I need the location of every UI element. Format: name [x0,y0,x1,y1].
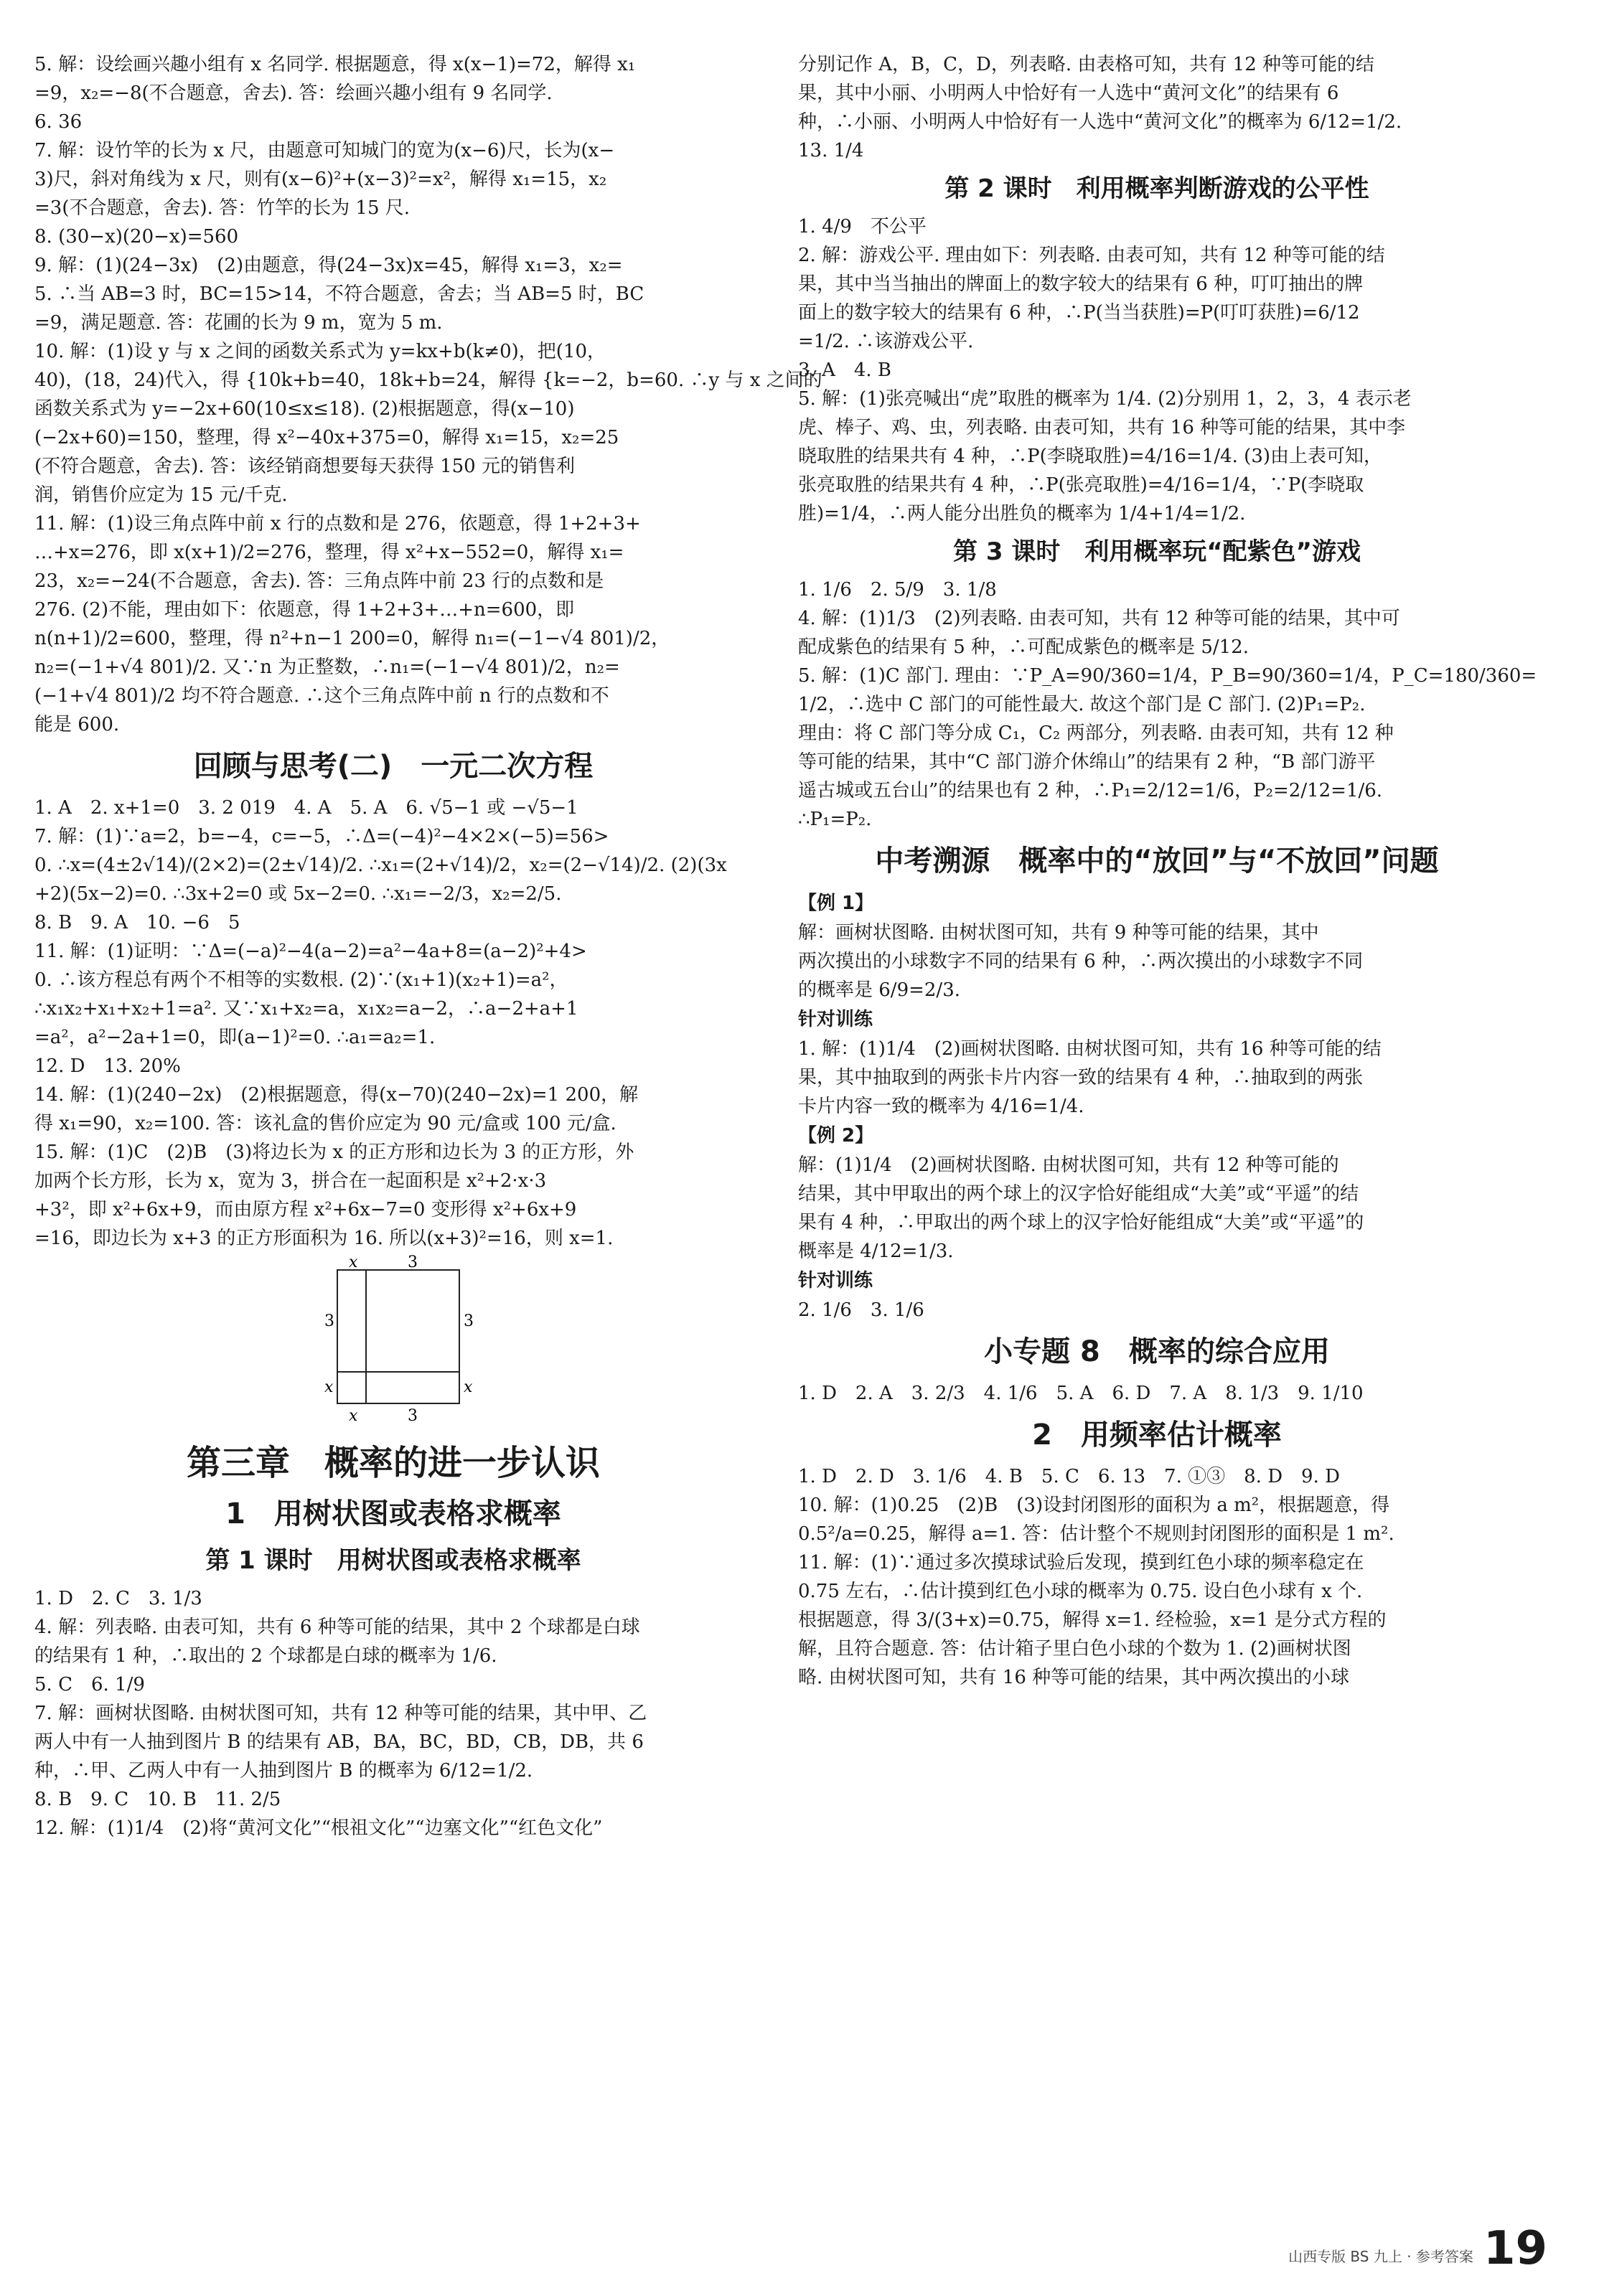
answer-line: 1. 解：(1)1/4 (2)画树状图略. 由树状图可知，共有 16 种等可能的结 [798,1038,1382,1060]
answer-line: 14. 解：(1)(240−2x) (2)根据题意，得(x−70)(240−2x)=1 200，解 [34,1084,639,1106]
answer-line: 得 x₁=90，x₂=100. 答：该礼盒的售价应定为 90 元/盒或 100 元/盒. [34,1113,616,1134]
training2-answers [798,1296,1516,1325]
lesson1-answers [34,1584,752,1843]
left-answers [34,50,822,739]
answer-line: 遥古城或五台山”的结果也有 2 种，∴P₁=2/12=1/6，P₂=2/12=1/6. [798,780,1383,801]
label-left-x: x [324,1378,334,1396]
section1-title: 1 用树状图或表格求概率 [225,1497,561,1530]
training2-tag: 针对训练 [798,1270,873,1292]
right-top-answers [798,50,1516,165]
answer-line: 7. 解：(1)∵a=2，b=−4，c=−5，∴Δ=(−4)²−4×2×(−5)=56> [34,826,609,847]
topic8-title: 小专题 8 概率的综合应用 [984,1335,1330,1368]
answer-line: =3(不合题意，舍去). 答：竹竿的长为 15 尺. [34,197,411,219]
answer-line: 11. 解：(1)证明：∵Δ=(−a)²−4(a−2)=a²−4a+8=(a−2)²+4> [34,941,587,962]
training1-answers [798,1035,1516,1121]
example1-tag: 【例 1】 [798,893,874,914]
answer-line: =1/2. ∴该游戏公平. [798,331,974,352]
answer-line: 根据题意，得 3/(3+x)=0.75，解得 x=1. 经检验，x=1 是分式方程的 [798,1609,1387,1631]
answer-line: 23，x₂=−24(不合题意，舍去). 答：三角点阵中前 23 行的点数和是 [34,570,604,592]
answer-line: n(n+1)/2=600，整理，得 n²+n−1 200=0，解得 n₁=(−1−√4 801)/2， [34,628,670,649]
answer-line: 11. 解：(1)设三角点阵中前 x 行的点数和是 276，依题意，得 1+2+3+ [34,513,641,535]
label-right-x: x [464,1378,473,1396]
answer-line: 4. 解：列表略. 由表可知，共有 6 种等可能的结果，其中 2 个球都是白球 [34,1617,640,1638]
answer-line: 1. 4/9 不公平 [798,216,927,237]
answer-line: 7. 解：画树状图略. 由树状图可知，共有 12 种等可能的结果，其中甲、乙 [34,1703,647,1724]
section2-title: 2 用频率估计概率 [1032,1418,1282,1452]
answer-line: 0. ∴该方程总有两个不相等的实数根. (2)∵(x₁+1)(x₂+1)=a²， [34,969,568,991]
label-top-x: x [349,1253,358,1271]
answer-line: 晓取胜的结果共有 4 种，∴P(李晓取胜)=4/16=1/4. (3)由上表可知， [798,446,1383,467]
answer-line: 9. 解：(1)(24−3x) (2)由题意，得(24−3x)x=45，解得 x₁=3，x₂= [34,255,623,276]
answer-line: 5. C 6. 1/9 [34,1674,145,1695]
answer-line: 分别记作 A，B，C，D，列表略. 由表格可知，共有 12 种等可能的结 [798,54,1375,75]
answer-line: 果，其中小丽、小明两人中恰好有一人选中“黄河文化”的结果有 6 [798,83,1339,104]
answer-line: 1. D 2. A 3. 2/3 4. 1/6 5. A 6. D 7. A 8. 1/3 9. 1/10 [798,1383,1364,1404]
square-diagram [34,1253,752,1429]
answer-line: 8. (30−x)(20−x)=560 [34,226,239,248]
answer-line: 11. 解：(1)∵通过多次摸球试验后发现，摸到红色小球的频率稳定在 [798,1552,1364,1573]
answer-line: =a²，a²−2a+1=0，即(a−1)²=0. ∴a₁=a₂=1. [34,1027,436,1048]
answer-line: 解：(1)1/4 (2)画树状图略. 由树状图可知，共有 12 种等可能的 [798,1154,1339,1176]
answer-line: 解：画树状图略. 由树状图可知，共有 9 种等可能的结果，其中 [798,922,1319,944]
example2-answers [798,1151,1516,1266]
label-right-3: 3 [464,1312,474,1330]
answer-line: 卡片内容一致的概率为 4/16=1/4. [798,1096,1084,1117]
answer-line: =9，x₂=−8(不合题意，舍去). 答：绘画兴趣小组有 9 名同学. [34,83,553,104]
answer-line: 略. 由树状图可知，共有 16 种等可能的结果，其中两次摸出的小球 [798,1667,1350,1688]
answer-line: 加两个长方形，长为 x，宽为 3，拼合在一起面积是 x²+2·x·3 [34,1170,547,1192]
lesson3-answers [798,575,1537,834]
answer-line: 2. 1/6 3. 1/6 [798,1299,924,1321]
answer-line: n₂=(−1+√4 801)/2. 又∵n 为正整数，∴n₁=(−1−√4 801)/2，n₂= [34,657,620,678]
answer-line: 种，∴甲、乙两人中有一人抽到图片 B 的概率为 6/12=1/2. [34,1760,533,1782]
answer-line: 4. 解：(1)1/3 (2)列表略. 由表可知，共有 12 种等可能的结果，其中可 [798,608,1400,629]
answer-line: 果，其中当当抽出的牌面上的数字较大的结果有 6 种，叮叮抽出的牌 [798,273,1364,295]
answer-line: 12. 解：(1)1/4 (2)将“黄河文化”“根祖文化”“边塞文化”“红色文化” [34,1817,603,1839]
answer-line: +3²，即 x²+6x+9，而由原方程 x²+6x−7=0 变形得 x²+6x+9 [34,1199,577,1220]
answer-line: 1. 1/6 2. 5/9 3. 1/8 [798,579,997,601]
lesson2-answers [798,212,1516,528]
example2-tag: 【例 2】 [798,1125,874,1147]
answer-line: 函数关系式为 y=−2x+60(10≤x≤18). (2)根据题意，得(x−10) [34,398,575,420]
answer-line: =9，满足题意. 答：花圃的长为 9 m，宽为 5 m. [34,312,443,334]
topic8-answers [798,1379,1516,1408]
answer-line: 10. 解：(1)设 y 与 x 之间的函数关系式为 y=kx+b(k≠0)，把(10， [34,341,606,362]
answer-line: 13. 1/4 [798,140,864,161]
answer-line: 能是 600. [34,714,120,735]
answer-line: 3)尺，斜对角线为 x 尺，则有(x−6)²+(x−3)²=x²，解得 x₁=15，x₂ [34,169,607,190]
square-completion-figure [322,1253,474,1429]
answer-line: 的结果有 1 种，∴取出的 2 个球都是白球的概率为 1/6. [34,1645,497,1667]
answer-line: 276. (2)不能，理由如下：依题意，得 1+2+3+…+n=600，即 [34,599,575,621]
answer-line: …+x=276，即 x(x+1)/2=276，整理，得 x²+x−552=0，解得 x₁= [34,542,624,563]
lesson1-title: 第 1 课时 用树状图或表格求概率 [205,1546,581,1575]
answer-line: (不符合题意，舍去). 答：该经销商想要每天获得 150 元的销售利 [34,456,575,477]
label-bottom-3: 3 [408,1407,418,1425]
answer-line: 10. 解：(1)0.25 (2)B (3)设封闭图形的面积为 a m²，根据题意，得 [798,1495,1390,1516]
answer-line: 2. 解：游戏公平. 理由如下：列表略. 由表可知，共有 12 种等可能的结 [798,245,1385,266]
answer-line: 等可能的结果，其中“C 部门游介休绵山”的结果有 2 种，“B 部门游平 [798,751,1376,773]
chapter-title: 第三章 概率的进一步认识 [186,1443,600,1483]
answer-line: 1/2，∴选中 C 部门的可能性最大. 故这个部门是 C 部门. (2)P₁=P₂. [798,694,1366,715]
answer-line: 果有 4 种，∴甲取出的两个球上的汉字恰好能组成“大美”或“平遥”的 [798,1212,1364,1233]
answer-line: 张亮取胜的结果共有 4 种，∴P(张亮取胜)=4/16=1/4，∵P(李晓取 [798,474,1364,496]
answer-line: 5. 解：(1)张亮喊出“虎”取胜的概率为 1/4. (2)分别用 1，2，3，4 表示老 [798,388,1412,410]
answer-line: =16，即边长为 x+3 的正方形面积为 16. 所以(x+3)²=16，则 x=1. [34,1228,614,1249]
lesson2-title: 第 2 课时 利用概率判断游戏的公平性 [944,174,1369,203]
answer-line: 5. ∴当 AB=3 时，BC=15>14，不符合题意，舍去；当 AB=5 时，BC [34,283,644,305]
label-bottom-x: x [349,1407,358,1425]
answer-line: 0.5²/a=0.25，解得 a=1. 答：估计整个不规则封闭图形的面积是 1 m². [798,1523,1394,1545]
answer-line: ∴P₁=P₂. [798,809,872,830]
answer-line: 两次摸出的小球数字不同的结果有 6 种，∴两次摸出的小球数字不同 [798,951,1364,972]
example1-answers [798,918,1516,1004]
answer-line: +2)(5x−2)=0. ∴3x+2=0 或 5x−2=0. ∴x₁=−2/3，x₂=2/5. [34,883,562,905]
answer-line: 6. 36 [34,111,83,133]
label-top-3: 3 [408,1253,418,1271]
answer-line: 8. B 9. C 10. B 11. 2/5 [34,1789,281,1810]
answer-line: 两人中有一人抽到图片 B 的结果有 AB，BA，BC，BD，CB，DB，共 6 [34,1731,644,1753]
answer-line: 5. 解：设绘画兴趣小组有 x 名同学. 根据题意，得 x(x−1)=72，解得 x₁ [34,54,636,75]
review-title: 回顾与思考(二) 一元二次方程 [193,750,594,783]
answer-line: 0. ∴x=(4±2√14)/(2×2)=(2±√14)/2. ∴x₁=(2+√14)/2，x₂=(2−√14)/2. (2)(3x [34,855,727,876]
answer-line: 虎、棒子、鸡、虫，列表略. 由表可知，共有 16 种等可能的结果，其中李 [798,417,1406,438]
answer-line: 理由：将 C 部门等分成 C₁，C₂ 两部分，列表略. 由表可知，共有 12 种 [798,723,1394,744]
answer-line: 7. 解：设竹竿的长为 x 尺，由题意可知城门的宽为(x−6)尺，长为(x− [34,140,615,161]
left-column [34,50,822,1843]
answer-line: 的概率是 6/9=2/3. [798,979,961,1001]
training1-tag: 针对训练 [798,1009,873,1030]
answer-line: 5. 解：(1)C 部门. 理由：∵P_A=90/360=1/4，P_B=90/360=1/4，P_C=180/360= [798,665,1537,687]
review-answers [34,794,752,1253]
label-left-3: 3 [324,1312,334,1330]
answer-line: 8. B 9. A 10. −6 5 [34,912,240,933]
answer-line: 概率是 4/12=1/3. [798,1241,954,1262]
section2-answers [798,1462,1516,1692]
answer-line: ∴x₁x₂+x₁+x₂+1=a². 又∵x₁+x₂=a，x₁x₂=a−2，∴a−2+a+1 [34,998,578,1020]
answer-line: 胜)=1/4，∴两人能分出胜负的概率为 1/4+1/4=1/2. [798,503,1246,524]
answer-line: 果，其中抽取到的两张卡片内容一致的结果有 4 种，∴抽取到的两张 [798,1067,1364,1088]
lesson3-title: 第 3 课时 利用概率玩“配紫色”游戏 [952,537,1361,566]
answer-line: 12. D 13. 20% [34,1055,181,1077]
answer-line: 解，且符合题意. 答：估计箱子里白色小球的个数为 1. (2)画树状图 [798,1638,1351,1660]
answer-line: 1. D 2. C 3. 1/3 [34,1588,202,1609]
answer-line: 润，销售价应定为 15 元/千克. [34,484,288,506]
answer-line: 1. A 2. x+1=0 3. 2 019 4. A 5. A 6. √5−1 或 −√5−1 [34,797,578,819]
answer-line: 面上的数字较大的结果有 6 种，∴P(当当获胜)=P(叮叮获胜)=6/12 [798,302,1360,324]
answer-line: 结果，其中甲取出的两个球上的汉字恰好能组成“大美”或“平遥”的结 [798,1183,1359,1205]
answer-line: 0.75 左右，∴估计摸到红色小球的概率为 0.75. 设白色小球有 x 个. [798,1581,1363,1602]
answer-line: 1. D 2. D 3. 1/6 4. B 5. C 6. 13 7. ①③ 8. D 9. D [798,1466,1340,1487]
answer-line: (−2x+60)=150，整理，得 x²−40x+375=0，解得 x₁=15，x₂=25 [34,427,619,448]
answer-line: 40)，(18，24)代入，得 {10k+b=40，18k+b=24，解得 {k=−2，b=60. ∴y 与 x 之间的 [34,370,822,391]
right-column [798,50,1537,1692]
outer-square [337,1270,459,1403]
footer-text: 山西专版 BS 九上 · 参考答案 [1288,2248,1473,2265]
page-footer [1288,2222,1547,2275]
answer-line: 配成紫色的结果有 5 种，∴可配成紫色的概率是 5/12. [798,636,1249,658]
answer-line: 15. 解：(1)C (2)B (3)将边长为 x 的正方形和边长为 3 的正方形，外 [34,1142,634,1163]
answer-line: 3. A 4. B [798,359,892,381]
zhongkao-title: 中考溯源 概率中的“放回”与“不放回”问题 [875,844,1439,878]
page-number: 19 [1483,2222,1547,2275]
answer-line: 种，∴小丽、小明两人中恰好有一人选中“黄河文化”的概率为 6/12=1/2. [798,111,1402,133]
answer-line: (−1+√4 801)/2 均不符合题意. ∴这个三角点阵中前 n 行的点数和不 [34,685,609,707]
